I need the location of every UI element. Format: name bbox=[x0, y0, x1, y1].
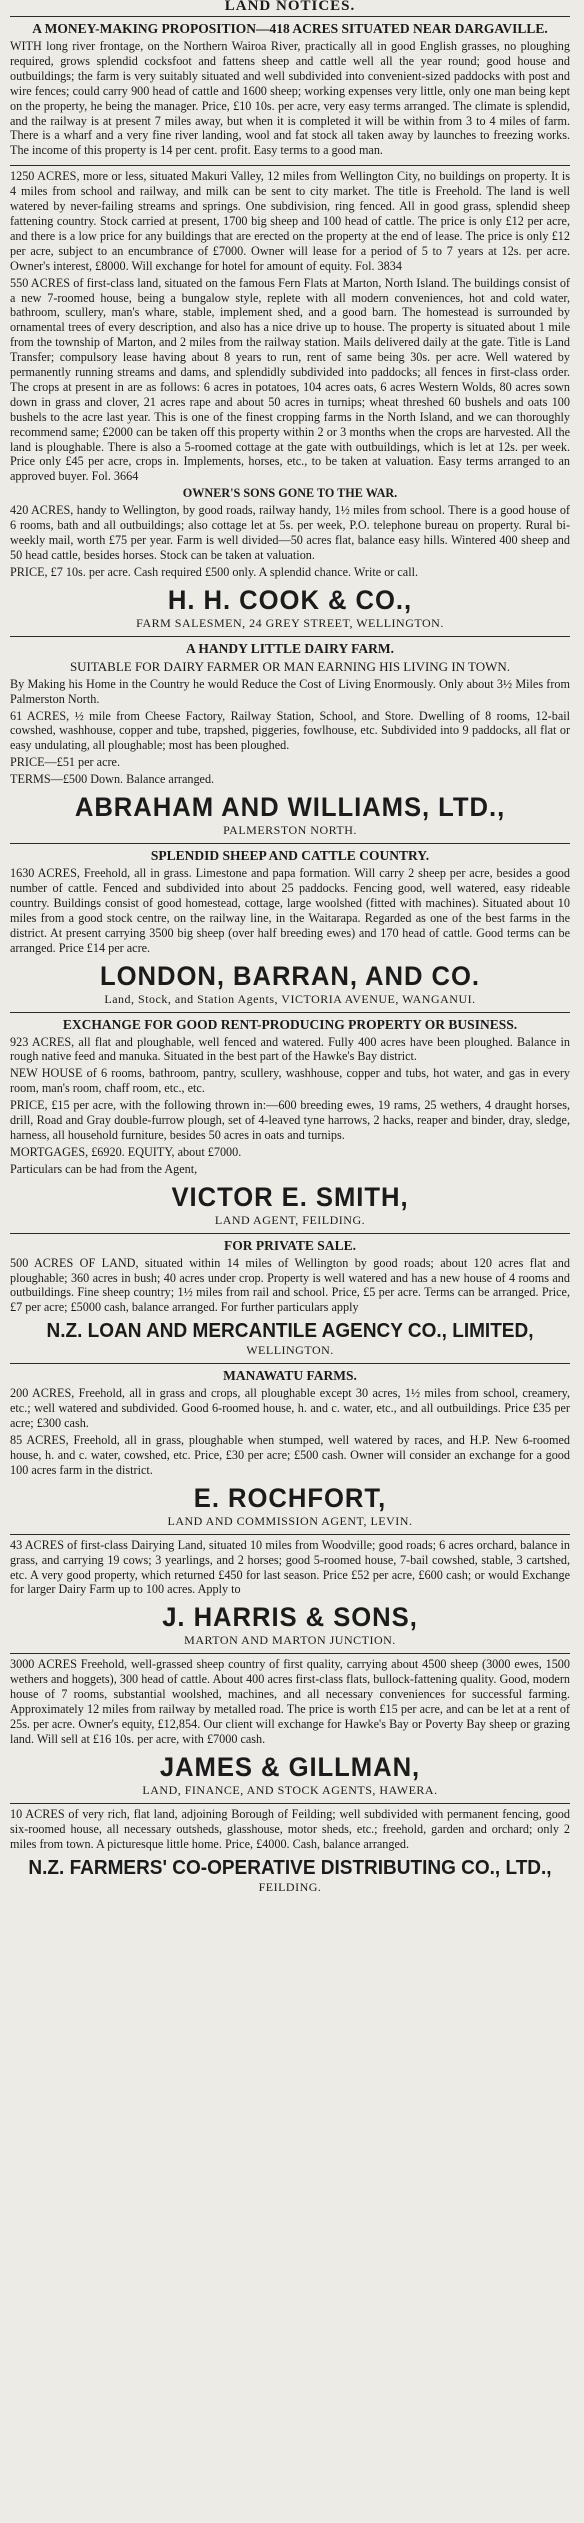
ad-paragraph: 923 ACRES, all flat and ploughable, well fenced and watered. Fully 400 acres have been ploughed. Balance in rough native feed and manuka. Situated in the best part of the Hawke's Bay district. bbox=[10, 1034, 570, 1064]
ad-advertiser-address: WELLINGTON. bbox=[246, 1343, 334, 1358]
ad-advertiser: J. HARRIS & SONS, bbox=[162, 1602, 418, 1633]
advertisement bbox=[10, 1233, 570, 1364]
ad-paragraph: 85 ACRES, Freehold, all in grass, ploughable when stumped, well watered by races, and H.P. New 6-roomed house, h. and c. water, cowshed, etc. Price, £30 per acre; £500 cash. Owner will consider an exchange for a good 100 acres farm in the district. bbox=[10, 1433, 570, 1477]
ad-paragraph: By Making his Home in the Country he would Reduce the Cost of Living Enormously. Only about 3½ Miles from Palmerston North. bbox=[10, 676, 570, 706]
ad-advertiser-address: Land, Stock, and Station Agents, VICTORIA AVENUE, WANGANUI. bbox=[104, 991, 476, 1006]
ad-advertiser: ABRAHAM AND WILLIAMS, LTD., bbox=[74, 792, 506, 823]
ad-advertiser-address: FARM SALESMEN, 24 GREY STREET, WELLINGTON. bbox=[136, 615, 444, 630]
ads-column bbox=[10, 16, 570, 1900]
ad-paragraph: 1250 ACRES, more or less, situated Makuri Valley, 12 miles from Wellington City, no buildings on property. It is 4 miles from school and railway, and milk can be sent to city market. The title is Freehold. The land is well watered by never-failing streams and springs. One subdivision, ring fenced. All in good grass, splendid sheep fattening country. Stock carried at present, 1700 big sheep and 100 head of cattle. The price is only £12 per acre, and there is a low price for any buildings that are erected on the property at the end of lease. The price is only £12 per acre, subject to an encumbrance of £7000. Owner will lease for a period of 5 to 7 years at 12s. per acre. Owner's interest, £8000. Will exchange for hotel for amount of equity. Fol. 3834 bbox=[10, 169, 570, 273]
advertisement bbox=[10, 843, 570, 1011]
ad-paragraph: 200 ACRES, Freehold, all in grass and crops, all ploughable except 30 acres, 1½ miles from school, creamery, etc.; well watered and subdivided. Good 6-roomed house, h. and c. water, etc., and all outbuildings. Price £35 per acre; £300 cash. bbox=[10, 1386, 570, 1431]
advertisement bbox=[10, 1363, 570, 1533]
ad-paragraph: 500 ACRES OF LAND, situated within 14 miles of Wellington by good roads; about 120 acres flat and ploughable; 360 acres in bush; 40 acres under crop. Property is well watered and has a new house of 4 rooms and outbuildings. Fine sheep country; 1½ miles from rail and school. Price, £5 per acre. Terms can be arranged. Price, £7 per acre; £5000 cash, balance arranged. For further particulars apply bbox=[10, 1255, 570, 1315]
ad-advertiser-address: FEILDING. bbox=[258, 1879, 322, 1894]
ad-paragraph: WITH long river frontage, on the Northern Wairoa River, practically all in good English grasses, no ploughing required, grows splendid cocksfoot and fattens sheep and cattle well all the year round; good house and outbuildings; the farm is very suitably situated and well subdivided into convenient-sized paddocks with post and wire fences; could carry 900 head of cattle and 1600 sheep; working expenses very little, only one man being kept on the property, he being the manager. Price, £10 10s. per acre, very easy terms arranged. The climate is splendid, and the railway is at present 7 miles away, but when it is completed it will be within from 3 to 4 miles of farm. There is a wharf and a very fine river landing, wool and fat stock all taken away by launches to freezing works. The income of this property is 14 per cent. profit. Easy terms to a good man. bbox=[10, 39, 570, 158]
ad-advertiser-address: PALMERSTON NORTH. bbox=[223, 823, 357, 838]
ad-paragraph: PRICE—£51 per acre. bbox=[10, 755, 120, 770]
ad-paragraph: TERMS—£500 Down. Balance arranged. bbox=[10, 772, 215, 787]
ad-advertiser: N.Z. LOAN AND MERCANTILE AGENCY CO., LIMITED, bbox=[46, 1320, 534, 1343]
advertisement bbox=[10, 16, 570, 165]
ad-title: SPLENDID SHEEP AND CATTLE COUNTRY. bbox=[150, 848, 430, 864]
ad-advertiser-address: LAND AGENT, FEILDING. bbox=[214, 1212, 366, 1227]
advertisement bbox=[10, 165, 570, 635]
ad-advertiser-address: LAND, FINANCE, AND STOCK AGENTS, HAWERA. bbox=[142, 1782, 438, 1797]
ad-advertiser-address: LAND AND COMMISSION AGENT, LEVIN. bbox=[167, 1513, 413, 1528]
ad-paragraph: 61 ACRES, ½ mile from Cheese Factory, Railway Station, School, and Store. Dwelling of 8 rooms, 12-bail cowshed, washhouse, copper and tube, trapshed, piggeries, fowlhouse, etc. Subdivided into 9 paddocks, all flat or easy undulating, all ploughable; most has been ploughed. bbox=[10, 708, 570, 753]
ad-title: MANAWATU FARMS. bbox=[223, 1368, 357, 1384]
ad-title: A MONEY-MAKING PROPOSITION—418 ACRES SITUATED NEAR DARGAVILLE. bbox=[32, 21, 548, 36]
advertisement bbox=[10, 1803, 570, 1900]
ad-subtitle: SUITABLE FOR DAIRY FARMER OR MAN EARNING HIS LIVING IN TOWN. bbox=[69, 658, 511, 674]
ad-paragraph: 1630 ACRES, Freehold, all in grass. Limestone and papa formation. Will carry 2 sheep per acre, besides a good number of cattle. Fenced and subdivided into about 25 paddocks. Fencing good, well watered, easy rideable country. Buildings consist of good homestead, cottage, large woolshed (fitted with machines). Situated about 10 miles from a good stock centre, on the railway line, in the Waitarapa. Regarded as one of the best farms in the district. At present carrying 3500 big sheep (over half breeding ewes) and 170 head of cattle. Good terms can be arranged. Price £14 per acre. bbox=[10, 866, 570, 955]
ad-advertiser: N.Z. FARMERS' CO-OPERATIVE DISTRIBUTING CO., LTD., bbox=[28, 1856, 552, 1879]
ad-advertiser: H. H. COOK & CO., bbox=[167, 584, 413, 615]
ad-paragraph: 43 ACRES of first-class Dairying Land, situated 10 miles from Woodville; good roads; 6 acres orchard, balance in grass, and carrying 19 cows; 3 yearlings, and 2 horses; good 5-roomed house, 7-bail cowshed, stable, 3 cartshed, etc. A very good property, which returned £450 for last season. Price £52 per acre, £600 cash; or would Exchange for larger Dairy Farm up to 100 acres. Apply to bbox=[10, 1537, 570, 1597]
ad-paragraph: 3000 ACRES Freehold, well-grassed sheep country of first quality, carrying about 4500 sheep (3000 ewes, 1500 wethers and hoggets), 300 head of cattle. About 400 acres first-class flats, bullock-fattening quality. Good, modern house of 7 rooms, substantial woolshed, machines, and all necessary conveniences for successful farming. Approximately 12 miles from railway by metalled road. The price is worth £15 per acre, and can be let at a rent of 25s. per acre. Owner's equity, £12,854. Our client will exchange for Hawke's Bay or Poverty Bay sheep or grazing land. Will sell at £16 10s. per acre, with £7000 cash. bbox=[10, 1657, 570, 1746]
ad-advertiser: LONDON, BARRAN, AND CO. bbox=[100, 960, 480, 991]
ad-title: EXCHANGE FOR GOOD RENT-PRODUCING PROPERTY OR BUSINESS. bbox=[62, 1016, 518, 1032]
ad-paragraph: 10 ACRES of very rich, flat land, adjoining Borough of Feilding; well subdivided with permanent fencing, good six-roomed house, all necessary outsheds, glasshouse, motor sheds, etc.; freehold, garden and orchard; only 2 miles from town. A picturesque little home. Price, £4000. Cash, balance arranged. bbox=[10, 1806, 570, 1851]
ad-title: A HANDY LITTLE DAIRY FARM. bbox=[186, 640, 394, 656]
ad-paragraph: MORTGAGES, £6920. EQUITY, about £7000. bbox=[10, 1144, 242, 1159]
section-header: LAND NOTICES. bbox=[224, 0, 356, 14]
ad-paragraph: 550 ACRES of first-class land, situated on the famous Fern Flats at Marton, North Island. The buildings consist of a new 7-roomed house, being a bungalow style, replete with all modern conveniences, hot and cold water, bathroom, scullery, man's whare, stable, implement shed, and a good barn. The homestead is surrounded by ornamental trees of every description, and also has a nice drive up to house. The property is situated about 1 mile from the township of Marton, and 2 miles from the railway station. Mails delivered daily at the gate. Title is Land Transfer; compulsory lease having about 8 years to run, rent of same being 30s. per acre. Well watered by permanently running streams and dams, and splendidly subdivided into paddocks; all fences in first-class order. The crops at present in are as follows: 6 acres in potatoes, 104 acres oats, 6 acres Western Wolds, 80 acres sown down in grass and clover, 21 acres rape and about 50 acres in turnips; wheat threshed 60 bushels and oats 100 bushels to the acre last year. This is one of the finest cropping farms in the North Island, and we can thoroughly recommend same; £2000 can be taken off this property within 2 or 3 months when the crops are harvested. All the land is ploughable. There is also a 5-roomed cottage at the gate with outbuildings, which is let at 12s. per week. Price only £45 per acre, crops in. Implements, horses, etc., to be taken at valuation. Easy terms arranged to an approved buyer. Fol. 3664 bbox=[10, 275, 570, 484]
advertisement bbox=[10, 1012, 570, 1233]
advertisement bbox=[10, 636, 570, 843]
ad-paragraph: PRICE, £15 per acre, with the following thrown in:—600 breeding ewes, 19 rams, 25 wethers, 4 draught horses, drill, Road and Gray double-furrow plough, set of 4-leaved tyne harrows, 2 hacks, reaper and binder, dray, sledge, harness, all household furniture, besides 50 acres in oats and turnips. bbox=[10, 1098, 570, 1142]
advertisement bbox=[10, 1534, 570, 1654]
ad-paragraph: Particulars can be had from the Agent, bbox=[10, 1161, 198, 1176]
ad-advertiser-address: MARTON AND MARTON JUNCTION. bbox=[184, 1633, 396, 1648]
ad-advertiser: VICTOR E. SMITH, bbox=[171, 1181, 409, 1212]
ad-advertiser: JAMES & GILLMAN, bbox=[159, 1751, 421, 1782]
ad-paragraph: OWNER'S SONS GONE TO THE WAR. bbox=[182, 486, 398, 501]
ad-paragraph: NEW HOUSE of 6 rooms, bathroom, pantry, scullery, washhouse, copper and tubs, hot water, and gas in every room, man's room, chaff room, etc., etc. bbox=[10, 1066, 570, 1096]
ad-paragraph: PRICE, £7 10s. per acre. Cash required £500 only. A splendid chance. Write or call. bbox=[10, 564, 419, 579]
advertisement bbox=[10, 1653, 570, 1802]
ad-paragraph: 420 ACRES, handy to Wellington, by good roads, railway handy, 1½ miles from school. There is a good house of 6 rooms, bath and all outbuildings; also cottage let at 5s. per week, P.O. telephone bureau on property. Rural bi-weekly mail, worth £75 per year. Farm is well divided—50 acres flat, balance easy hills. Wintered 400 sheep and 50 head cattle, besides horses. Stock can be taken at valuation. bbox=[10, 503, 570, 562]
ad-advertiser: E. ROCHFORT, bbox=[193, 1482, 387, 1513]
ad-title: FOR PRIVATE SALE. bbox=[224, 1237, 356, 1253]
